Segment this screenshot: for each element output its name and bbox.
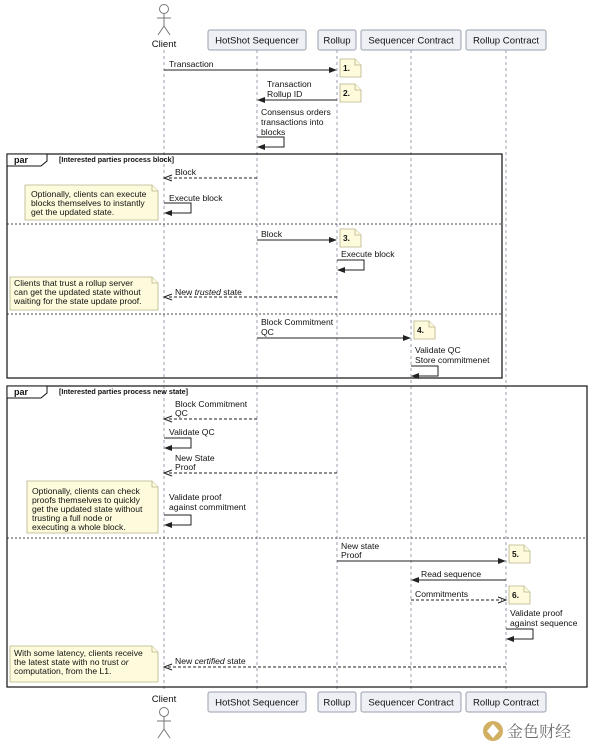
frame-tag: par (14, 387, 29, 397)
participant-rollup-top (318, 30, 356, 50)
note-check-proofs (27, 481, 158, 533)
step-note-3 (340, 229, 361, 247)
message-consensus-orders (257, 107, 331, 150)
note-line: executing a whole block. (32, 522, 126, 532)
message-label: Block (261, 229, 283, 239)
note-line: proofs themselves to quickly (32, 495, 140, 505)
actor-icon (157, 708, 171, 739)
message-block-to-rollup (257, 229, 337, 243)
step-label: 5. (512, 549, 519, 559)
participant-label-rollup-contract: Rollup Contract (472, 35, 540, 47)
message-label-line: against commitment (169, 502, 246, 512)
note-line: trusting a full node or (32, 513, 113, 523)
step-label: 2. (343, 88, 350, 98)
frame-guard: [Interested parties process new state] (59, 387, 189, 396)
note-line: waiting for the state update proof. (14, 296, 142, 306)
watermark-text: 金色财经 (507, 724, 572, 741)
note-line: With some latency, clients receive (14, 648, 143, 658)
message-label: Transaction (169, 59, 214, 69)
note-line: Optionally, clients can execute (31, 189, 147, 199)
label-part: state (224, 656, 246, 666)
message-label-line: Transaction (267, 79, 312, 89)
participant-label-hotshot: HotShot Sequencer (215, 35, 299, 47)
message-block-to-client (164, 167, 257, 181)
message-commitments (411, 589, 506, 603)
participant-label-rollup: Rollup (323, 35, 351, 47)
message-rollup-execute-block (337, 249, 395, 273)
frame-tag: par (14, 155, 29, 165)
message-label: Validate QC (169, 427, 215, 437)
message-label-line: Validate QC (415, 345, 461, 355)
message-new-trusted-state (164, 287, 337, 300)
message-label (175, 656, 246, 666)
message-label-line: transactions into (261, 117, 324, 127)
step-note-1 (340, 59, 361, 77)
message-transaction-rollup-id (257, 79, 337, 103)
participant-sequencer-contract-top (361, 30, 461, 50)
message-label-line: New state (341, 541, 380, 551)
message-label-line: Rollup ID (267, 89, 303, 99)
participant-label-hotshot-bottom: HotShot Sequencer (215, 697, 299, 709)
participant-label-sequencer-contract-bottom: Sequencer Contract (368, 697, 454, 709)
participant-label-sequencer-contract: Sequencer Contract (368, 35, 454, 47)
label-part: New (175, 287, 195, 297)
label-part: state (220, 287, 242, 297)
message-client-validate-proof (164, 492, 247, 528)
message-validate-proof-against-sequence (506, 608, 578, 642)
step-note-5 (509, 545, 530, 563)
frame-guard: [Interested parties process block] (59, 155, 175, 164)
step-label: 3. (343, 233, 350, 243)
participant-label-client-bottom: Client (151, 694, 177, 705)
note-line: Clients that trust a rollup server (14, 278, 133, 288)
step-label: 4. (417, 325, 424, 335)
watermark-logo-icon (483, 721, 503, 741)
message-client-validate-qc (164, 427, 215, 451)
message-new-state-proof-to-rollup-contract (337, 541, 506, 564)
message-new-certified-state (164, 656, 506, 670)
note-line: blocks themselves to instantly (31, 198, 145, 208)
label-emphasis: trusted (194, 287, 221, 297)
message-label-line: against sequence (510, 618, 578, 628)
message-label: Execute block (341, 249, 395, 259)
actor-icon (157, 5, 171, 36)
note-line: get the updated state without (32, 504, 143, 514)
label-part: New (175, 656, 195, 666)
message-label-line: Validate proof (510, 608, 563, 618)
message-label: Commitments (415, 589, 469, 599)
note-trusted-server (10, 277, 158, 310)
participant-label-rollup-bottom: Rollup (323, 697, 351, 709)
message-validate-store-commitment (411, 345, 490, 379)
note-line: Optionally, clients can check (32, 486, 140, 496)
message-transaction (164, 59, 337, 73)
participant-hotshot-sequencer-bottom (208, 692, 306, 712)
step-label: 6. (512, 590, 519, 600)
message-label-line: QC (175, 408, 188, 418)
participant-rollup-contract-top (466, 30, 546, 50)
message-label-line: Proof (175, 462, 196, 472)
participant-rollup-bottom (318, 692, 356, 712)
step-note-2 (340, 84, 361, 102)
step-note-6 (509, 586, 530, 604)
message-label-line: Block Commitment (261, 317, 334, 327)
message-label-line: Block Commitment (175, 399, 248, 409)
label-emphasis: or (121, 657, 129, 667)
message-block-commitment-to-sequencer (257, 317, 411, 341)
actor-client-top (152, 5, 177, 51)
message-label: Block (175, 167, 197, 177)
participant-sequencer-contract-bottom (361, 692, 461, 712)
participant-hotshot-sequencer-top (208, 30, 306, 50)
watermark (483, 721, 571, 741)
message-label (175, 287, 242, 297)
message-label-line: Store commitmenet (415, 355, 490, 365)
note-optional-execute (25, 185, 158, 220)
message-label-line: Proof (341, 550, 362, 560)
note-line: can get the updated state without (14, 287, 141, 297)
note-certified-latency (10, 646, 158, 682)
message-label: Execute block (169, 193, 223, 203)
step-label: 1. (343, 63, 350, 73)
note-line: get the updated state. (31, 207, 115, 217)
message-label: Read sequence (421, 569, 482, 579)
message-label-line: QC (261, 327, 274, 337)
label-emphasis: certified (194, 656, 225, 666)
label-part: the latest state with no trust (14, 657, 121, 667)
step-note-4 (414, 321, 435, 339)
participant-label-client: Client (151, 39, 177, 50)
message-client-execute-block (164, 193, 223, 216)
message-read-sequence (411, 569, 506, 583)
actor-client-bottom (152, 694, 177, 738)
participant-label-rollup-contract-bottom: Rollup Contract (472, 697, 540, 709)
message-new-state-proof-to-client (164, 453, 337, 476)
message-label-line: Consensus orders (261, 107, 331, 117)
participant-rollup-contract-bottom (466, 692, 546, 712)
message-label-line: New State (175, 453, 215, 463)
par-frame-process-new-state (7, 386, 587, 687)
note-line: computation, from the L1. (14, 666, 112, 676)
message-label-line: blocks (261, 127, 286, 137)
message-label-line: Validate proof (169, 492, 222, 502)
message-block-commitment-to-client (164, 399, 257, 422)
